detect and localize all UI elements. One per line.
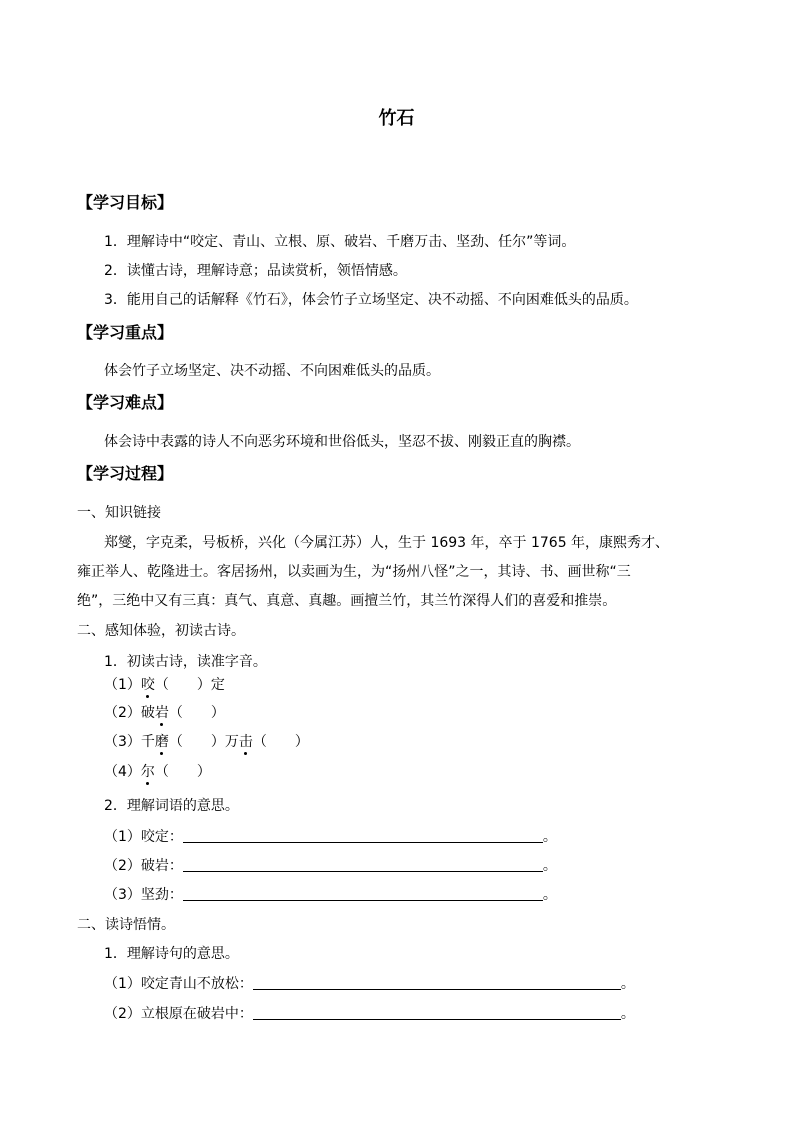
period: 。	[620, 1006, 635, 1022]
pinyin-item	[104, 761, 211, 781]
answer-line[interactable]	[183, 828, 543, 843]
answer-line[interactable]	[183, 886, 543, 901]
process-heading: 【学习过程】	[77, 464, 174, 483]
poem-line-label: （1）咬定青山不放松：	[104, 976, 253, 992]
definition-row	[104, 855, 557, 875]
goal-item: 3．能用自己的话解释《竹石》，体会竹子立场坚定、决不动摇、不向困难低头的品质。	[104, 292, 638, 308]
answer-line[interactable]	[253, 975, 621, 990]
line-meaning-row	[104, 973, 635, 993]
pinyin-blank: （ ）	[252, 734, 309, 750]
goal-item: 2．读懂古诗，理解诗意；品读赏析，领悟情感。	[104, 263, 407, 279]
pinyin-blank: （ ）	[168, 705, 225, 721]
pinyin-item	[104, 731, 309, 751]
answer-line[interactable]	[183, 857, 543, 872]
pinyin-blank: （ ）	[154, 677, 211, 693]
pinyin-item	[104, 702, 225, 722]
section-title: 二、感知体验，初读古诗。	[77, 623, 245, 639]
pinyin-item	[104, 674, 225, 694]
period: 。	[542, 829, 557, 845]
question-title: 1．理解诗句的意思。	[104, 946, 239, 962]
question-title: 1．初读古诗，读准字音。	[104, 654, 267, 670]
dotted-character: 岩	[155, 702, 169, 722]
definition-label: （2）破岩：	[104, 858, 183, 874]
focus-text: 体会竹子立场坚定、决不动摇、不向困难低头的品质。	[104, 363, 440, 379]
answer-line[interactable]	[253, 1005, 621, 1020]
page-title: 竹石	[378, 108, 415, 129]
poem-line-label: （2）立根原在破岩中：	[104, 1006, 253, 1022]
line-meaning-row	[104, 1003, 635, 1023]
pinyin-blank: （ ）	[168, 734, 225, 750]
definition-row	[104, 884, 557, 904]
definition-row	[104, 826, 557, 846]
difficulty-text: 体会诗中表露的诗人不向恶劣环境和世俗低头，坚忍不拔、刚毅正直的胸襟。	[104, 434, 580, 450]
item-number: （3）	[104, 734, 141, 750]
period: 。	[542, 858, 557, 874]
period: 。	[542, 887, 557, 903]
dotted-character: 咬	[141, 674, 155, 694]
item-number: （4）	[104, 764, 141, 780]
character: 千	[140, 734, 155, 750]
dotted-character: 尔	[141, 761, 155, 781]
section-title: 二、读诗悟情。	[77, 917, 175, 933]
definition-label: （3）坚劲：	[104, 887, 183, 903]
character: 破	[140, 705, 155, 721]
difficulty-heading: 【学习难点】	[77, 393, 174, 412]
item-number: （1）	[104, 677, 141, 693]
goal-item: 1．理解诗中“咬定、青山、立根、原、破岩、千磨万击、坚劲、任尔”等词。	[104, 234, 576, 250]
question-title: 2．理解词语的意思。	[104, 798, 239, 814]
dotted-character: 击	[239, 731, 253, 751]
focus-heading: 【学习重点】	[77, 323, 174, 342]
goals-heading: 【学习目标】	[77, 193, 174, 212]
section-title: 一、知识链接	[77, 505, 161, 521]
definition-label: （1）咬定：	[104, 829, 183, 845]
character: 万	[224, 734, 239, 750]
dotted-character: 磨	[155, 731, 169, 751]
pinyin-blank: （ ）	[154, 764, 211, 780]
item-number: （2）	[104, 705, 141, 721]
period: 。	[620, 976, 635, 992]
character: 定	[210, 677, 225, 693]
bio-line: 郑燮，字克柔，号板桥，兴化（今属江苏）人，生于 1693 年，卒于 1765 年，康熙秀才、	[104, 535, 670, 551]
bio-line: 雍正举人、乾隆进士。客居扬州，以卖画为生，为“扬州八怪”之一，其诗、书、画世称“三	[77, 564, 631, 580]
bio-line: 绝”，三绝中又有三真：真气、真意、真趣。画擅兰竹，其兰竹深得人们的喜爱和推崇。	[77, 593, 617, 609]
